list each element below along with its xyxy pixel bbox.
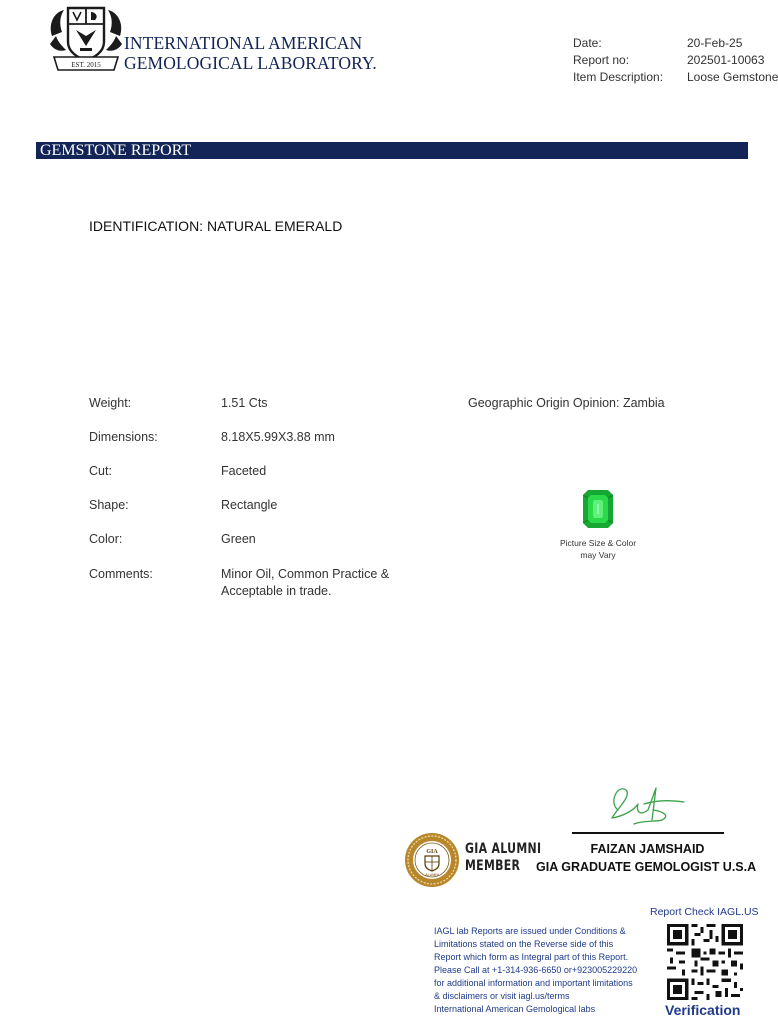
report-check-link[interactable]: Report Check IAGL.US <box>650 906 759 918</box>
disclaimer-line: for additional information and important limitations <box>434 978 633 988</box>
svg-text:GIA: GIA <box>426 849 438 855</box>
dimensions-label: Dimensions: <box>89 430 158 444</box>
dimensions-value: 8.18X5.99X3.88 mm <box>221 430 335 444</box>
disclaimer <box>434 925 659 1016</box>
color-value: Green <box>221 532 256 546</box>
picture-note <box>546 537 650 561</box>
shape-value: Rectangle <box>221 498 278 512</box>
disclaimer-line: Limitations stated on the Reverse side of this <box>434 939 614 949</box>
geographic-origin: Geographic Origin Opinion: Zambia <box>468 396 665 410</box>
comments-value-line2: Acceptable in trade. <box>221 584 332 598</box>
picture-note-line1: Picture Size & Color <box>559 538 637 548</box>
disclaimer-line: International American Gemological labs <box>434 1004 596 1014</box>
item-description-value: Loose Gemstone <box>687 70 778 84</box>
gia-alumni-label: GIA ALUMNI <box>465 841 542 857</box>
gia-member-label: MEMBER <box>465 858 521 874</box>
comments-label: Comments: <box>89 567 153 581</box>
picture-note-line2: may Vary <box>580 550 616 560</box>
signer-title: GIA GRADUATE GEMOLOGIST U.S.A <box>536 860 757 874</box>
date-value: 20-Feb-25 <box>687 36 743 50</box>
signature-line <box>572 832 724 834</box>
disclaimer-line: Please Call at +1-314-936-6650 or+923005229220 <box>434 965 638 975</box>
shape-label: Shape: <box>89 498 129 512</box>
disclaimer-line: Report which form as Integral part of this Report. <box>434 952 629 962</box>
signature-image <box>604 780 694 828</box>
date-label: Date: <box>573 36 602 50</box>
item-description-label: Item Description: <box>573 70 664 84</box>
verification-label: Verification <box>665 1002 741 1018</box>
comments-value-line1: Minor Oil, Common Practice & <box>221 567 390 581</box>
report-banner <box>36 142 748 159</box>
signer-name: FAIZAN JAMSHAID <box>590 842 705 856</box>
lab-emblem-icon <box>46 2 126 72</box>
weight-label: Weight: <box>89 396 132 410</box>
lab-name-line1: INTERNATIONAL AMERICAN <box>124 33 363 53</box>
disclaimer-line: & disclaimers or visit iagl.us/terms <box>434 991 570 1001</box>
color-label: Color: <box>89 532 123 546</box>
lab-name-line2: GEMOLOGICAL LABORATORY. <box>124 53 377 73</box>
report-no-label: Report no: <box>573 53 630 67</box>
svg-text:EST. 2015: EST. 2015 <box>71 61 101 69</box>
report-no-value: 202501-10063 <box>687 53 765 67</box>
identification: IDENTIFICATION: NATURAL EMERALD <box>89 218 343 234</box>
emerald-gem-icon <box>583 490 613 528</box>
qr-code-icon[interactable] <box>667 924 743 1000</box>
gia-alumni-seal-icon <box>404 832 460 888</box>
disclaimer-line: IAGL lab Reports are issued under Conditions & <box>434 926 626 936</box>
svg-text:ALUMNI: ALUMNI <box>425 873 439 877</box>
report-title: GEMSTONE REPORT <box>40 142 192 159</box>
weight-value: 1.51 Cts <box>221 396 268 410</box>
cut-value: Faceted <box>221 464 267 478</box>
cut-label: Cut: <box>89 464 112 478</box>
